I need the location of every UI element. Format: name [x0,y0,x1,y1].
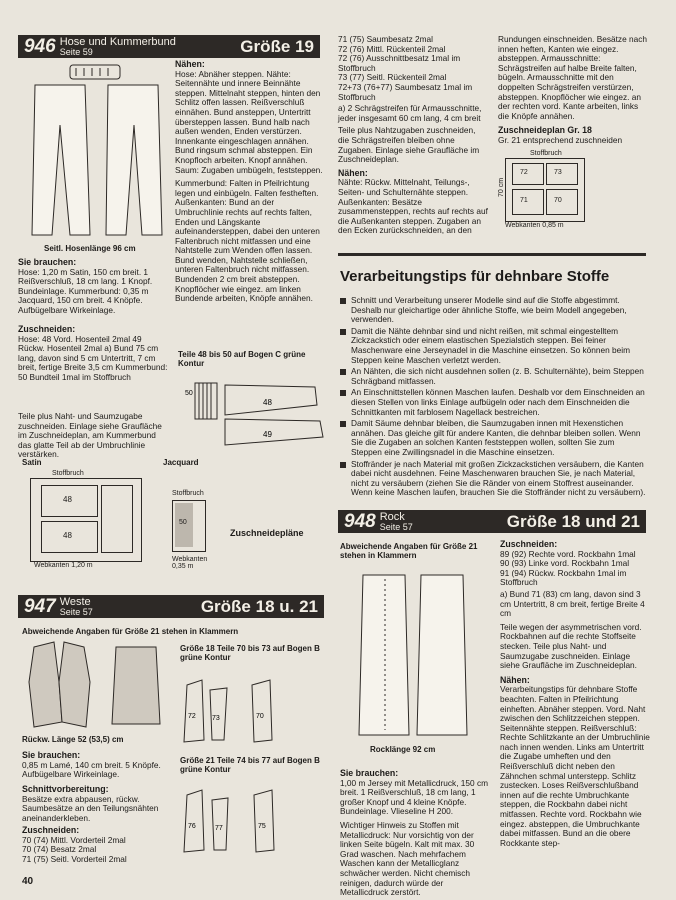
size-label: Größe 19 [240,36,314,56]
list-item: 72 (76) Ausschnittbesatz 1mal im Stoffbruch [338,53,461,73]
tips-title: Verarbeitungstips für dehnbare Stoffe [340,268,610,285]
jacquard-fold: Stoffbruch [172,490,204,497]
list-item: An Nähten, die sich nicht ausdehnen sollen (z. B. Schulternähte), beim Steppen Schrägband mitfassen. [340,367,646,386]
model-name: Hose und Kummerbund [59,35,176,48]
satin-cutting-plan: 48 48 [30,478,142,562]
list-item: 72+73 (76+77) Saumbesatz 1mal im Stoffbruch [338,81,473,102]
model-number: 946 [24,35,56,57]
size-label: Größe 18 u. 21 [200,596,318,616]
947-cut: Zuschneiden: 70 (74) Mittl. Vorderteil 2mal 70 (74) Besatz 2mal 71 (75) Seitl. Vorderteil 2mal [22,826,172,864]
list-item: Stoffränder je nach Material mit großen Zickzackstichen versäubern, die Kanten dabei nicht ausdehnen. Feine Maschenwaren brauchen Sie, je nach Material, nicht zu versäubern (ziehen Sie die Ränder von einem Stoffrest auseinander. Wenn keine Maschen laufen, brauchen Sie die Stoffränder nicht zu versäubern). [340,460,646,498]
948-cut: Zuschneiden: 89 (92) Rechte vord. Rockbahn 1mal 90 (93) Linke vord. Rockbahn 1mal 91 (94) Rückw. Rockbahn 1mal im Stoffbruch a) Bund 71 (83) cm lang, davon sind 3 cm Untertritt, 8 cm breit, fertige Breite 4 cm Teile wegen der asymmetrischen vord. Rockbahnen auf die rechte Stoffseite stecken. Teile plus Naht- und Saumzugabe zuschneiden. Einlage siehe Graufläche im Zuschneideplan. Nähen: Verarbeitungstips für dehnbare Stoffe beachten. Falten in Pfeilrichtung einheften. Abnäher steppen. Vord. Naht zwischen den Schlitzzeichen steppen. Seitennähte steppen. Reißverschluß: Rechte Schlitzkante an der Umbruchlinie nach innen wenden. Links am Untertritt die Zugabe umheften und den Reißverschluß dicht neben den Zähnchen schmal unterstepp. Schlitz zustecken. Loses Reißverschlußband innen auf die rechte Umbruchkante steppen, die Rockbahn dabei nicht mitfassen. Rechte vord. Rockbahn wie eingez. absteppen, die Umbruchkante dabei mitfassen. Bund an die obere Rockkante step- [500,539,650,848]
947-sewing-continued: Rundungen einschneiden. Besätze nach innen heften, Kanten wie eingez. absteppen. Armausschnitte: Schrägstreifen auf halbe Breite falten, bügeln. Armausschnitte mit den doppelten Schrägstreifen verstürzen, absteppen. Knopflöcher wie eingez. an der rechten vord. Kante arbeiten, links die Knöpfe annähen. Zuschneideplan Gr. 18 Gr. 21 entsprechend zuschneiden [498,34,647,145]
trousers-caption: Seitl. Hosenlänge 96 cm [44,244,136,253]
size-label: Größe 18 und 21 [506,511,640,531]
946-parts-note: Teile 48 bis 50 auf Bogen C grüne Kontur [178,350,306,368]
svg-text:50: 50 [185,390,193,397]
list-item: Damit Säume dehnbar bleiben, die Saumzugaben innen mit Hexenstichen annähen. Das gleiche gilt für andere Kanten, die dehnbar bleiben sollen. Wenn Sie die Zugaben an solchen Kanten feststeppen wollen, sollten Sie zum Steppen eine Zwillingsnadel in die Maschine einsetzen. [340,419,646,457]
list-item: 90 (93) Linke vord. Rockbahn 1mal [500,558,630,569]
model-page-ref: Seite 57 [59,606,93,617]
list-item: Schnitt und Verarbeitung unserer Modelle sind auf die Stoffe abgestimmt. Deshalb nur gleichartige oder ähnliche Stoffe, wie beim Modell angegeben, verwenden. [340,296,646,325]
947-plan-fold: Stoffbruch [530,150,562,157]
list-item: 73 (77) Seitl. Rückenteil 2mal [338,72,447,83]
948-needs: Sie brauchen: 1,00 m Jersey mit Metallicdruck, 150 cm breit. 1 Reißverschluß, 18 cm lang, 1 großer Knopf und 4 kleine Knöpfe. Bundeinlage. Vlieseline H 200. Wichtiger Hinweis zu Stoffen mit Metallicdruck: Nur vorsichtig von der linken Seite bügeln. Kalt mit max. 30 Grad waschen. Nach mehrfachem Waschen kann der Metallicglanz schwächer werden. Nicht chemisch reinigen, dadurch würde der Metallicdruck zerstört. [340,768,489,898]
svg-text:48: 48 [263,398,272,407]
skirt-illustration [355,565,475,745]
list-item: An Einschnittstellen können Maschen laufen. Deshalb vor dem Einschneiden an diesen Stellen von links Einlage aufbügeln oder nach dem Einschneiden die Schnittkanten mit farblosem Nagellack bestreichen. [340,388,646,417]
satin-edge: Webkanten 1,20 m [34,562,93,569]
page-number: 40 [22,876,34,887]
cutting-plans-label: Zuschneidepläne [230,528,304,538]
section-947-header [18,595,324,618]
vest-caption: Rückw. Länge 52 (53,5) cm [22,735,124,744]
jacquard-label: Jacquard [163,458,199,467]
section-948-header [338,510,646,533]
tips-rule [338,253,646,256]
section-946-header [18,35,320,58]
skirt-caption: Rocklänge 92 cm [370,745,436,754]
svg-text:75: 75 [258,823,266,830]
947-cutting-plan: 72 73 71 70 [505,158,585,222]
947-size21-pieces [182,790,322,860]
946-pattern-pieces [185,375,325,447]
model-page-ref: Seite 59 [59,46,93,57]
tips-list [340,296,646,498]
list-item: 89 (92) Rechte vord. Rockbahn 1mal [500,548,636,559]
satin-fold: Stoffbruch [52,470,84,477]
list-item: 70 (74) Mittl. Vorderteil 2mal [22,834,126,845]
947-size21-note: Größe 21 Teile 74 bis 77 auf Bogen B grüne Kontur [180,756,320,774]
946-needs: Sie brauchen: Hose: 1,20 m Satin, 150 cm breit. 1 Reißverschluß, 18 cm lang. 1 Knopf. Bundeinlage. Kummerbund: 0,35 m Jacquard, 150 cm breit. 4 Knöpfe. Aufbügelbare Wirkeinlage. [18,257,153,315]
946-cut-note: Teile plus Naht- und Saumzugabe zuschneiden. Einlage siehe Graufläche im Zuschneideplan, am Kummerbund das glatte Teil ab der Umbruchlinie verstärken. [18,411,162,460]
946-sewing: Nähen: Hose: Abnäher steppen. Nähte: Seitennähte und innere Beinnähte steppen. Mittelnaht steppen, hinten den Schlitz offen lassen. Reißverschluß einnähen. Bund ansteppen, Untertritt übersteppen lassen. Bund halb nach außen wenden, Enden verstürzen. Innenkante eingeschlagen annähen. Bund ringsum schmal absteppen. Ein Knopfloch arbeiten. Knopf annähen. Saum: Zugaben umbügeln, feststeppen. Kummerbund: Falten in Pfeilrichtung legen und einbügeln. Falten festheften. Außenkanten: Bund an der Umbruchlinie rechts auf rechts falten, Enden und Längskante aufeinandersteppen, dabei den unteren Faltenbruch nicht mitfassen und eine Nahtstelle zum Wenden offen lassen. Bund wenden, Nahtstelle schließen, unteren Faltenbruch nicht mitfassen. Bundenden 2 cm breit absteppen. Knopflöcher wie eingez. am linken Bundende arbeiten, Knöpfe annähen. [175,59,323,304]
948-note: Abweichende Angaben für Größe 21 stehen in Klammern [340,542,478,560]
svg-text:72: 72 [188,713,196,720]
947-plan-length: 70 cm [498,177,506,198]
svg-text:77: 77 [215,825,223,832]
jacquard-edge: Webkanten 0,35 m [172,556,208,570]
svg-text:73: 73 [212,715,220,722]
jacquard-cutting-plan: 50 [172,500,206,552]
list-item: 91 (94) Rückw. Rockbahn 1mal im Stoffbruch [500,567,627,588]
model-name: Weste [59,595,91,608]
model-name: Rock [379,510,405,523]
947-cut-continued: 71 (75) Saumbesatz 2mal 72 (76) Mittl. Rückenteil 2mal 72 (76) Ausschnittbesatz 1mal im Stoffbruch 73 (77) Seitl. Rückenteil 2mal 72+73 (76+77) Saumbesatz 1mal im Stoffbruch a) 2 Schrägstreifen für Armausschnitte, jeder insgesamt 60 cm lang, 4 cm breit Teile plus Nahtzugaben zuschneiden, die Schrägstreifen bleiben ohne Zugaben. Einlage siehe Graufläche im Zuschneideplan. Nähen: Nähte: Rückw. Mittelnaht, Teilungs-, Seiten- und Schulternähte steppen. Außenkanten: Besätze zusammensteppen, rechts auf rechts auf die Außenkanten steppen. Zugaben an den Ecken zurückschneiden, an den [338,34,488,236]
trousers-illustration [30,65,180,245]
list-item: 72 (76) Mittl. Rückenteil 2mal [338,43,446,54]
947-size18-note: Größe 18 Teile 70 bis 73 auf Bogen B grüne Kontur [180,644,320,662]
model-number: 948 [344,510,376,532]
947-needs: Sie brauchen: 0,85 m Lamé, 140 cm breit. 5 Knöpfe. Aufbügelbare Wirkeinlage. [22,750,161,780]
svg-text:70: 70 [256,713,264,720]
satin-label: Satin [22,458,42,467]
svg-text:76: 76 [188,823,196,830]
947-note: Abweichende Angaben für Größe 21 stehen in Klammern [22,627,239,636]
vest-illustration [24,642,174,732]
model-number: 947 [24,595,56,617]
list-item: 71 (75) Saumbesatz 2mal [338,34,434,44]
svg-text:49: 49 [263,430,272,439]
list-item: 71 (75) Seitl. Vorderteil 2mal [22,853,127,864]
model-page-ref: Seite 57 [379,521,413,532]
946-cut: Zuschneiden: Hose: 48 Vord. Hosenteil 2mal 49 Rückw. Hosenteil 2mal a) Bund 75 cm lang, davon sind 5 cm Untertritt, 7 cm breit, fertige Breite 3,5 cm Kummerbund: 50 Bundteil 1mal im Stoffbruch [18,324,168,382]
list-item: Damit die Nähte dehnbar sind und nicht reißen, mit schmal eingestelltem Zickzackstich oder einem elastischen Spezialstich steppen. Bei feiner Maschenware eine Jerseynadel in die Maschine einsetzen. So können beim Steppen keine Maschen verletzt werden. [340,327,646,365]
947-plan-edge: Webkanten 0,85 m [505,222,564,229]
947-prep: Schnittvorbereitung: Besätze extra abpausen, rückw. Saumbesätze an den Teilungsnähten aneinanderkleben. [22,784,159,823]
947-size18-pieces [182,680,322,750]
list-item: 70 (74) Besatz 2mal [22,844,97,855]
